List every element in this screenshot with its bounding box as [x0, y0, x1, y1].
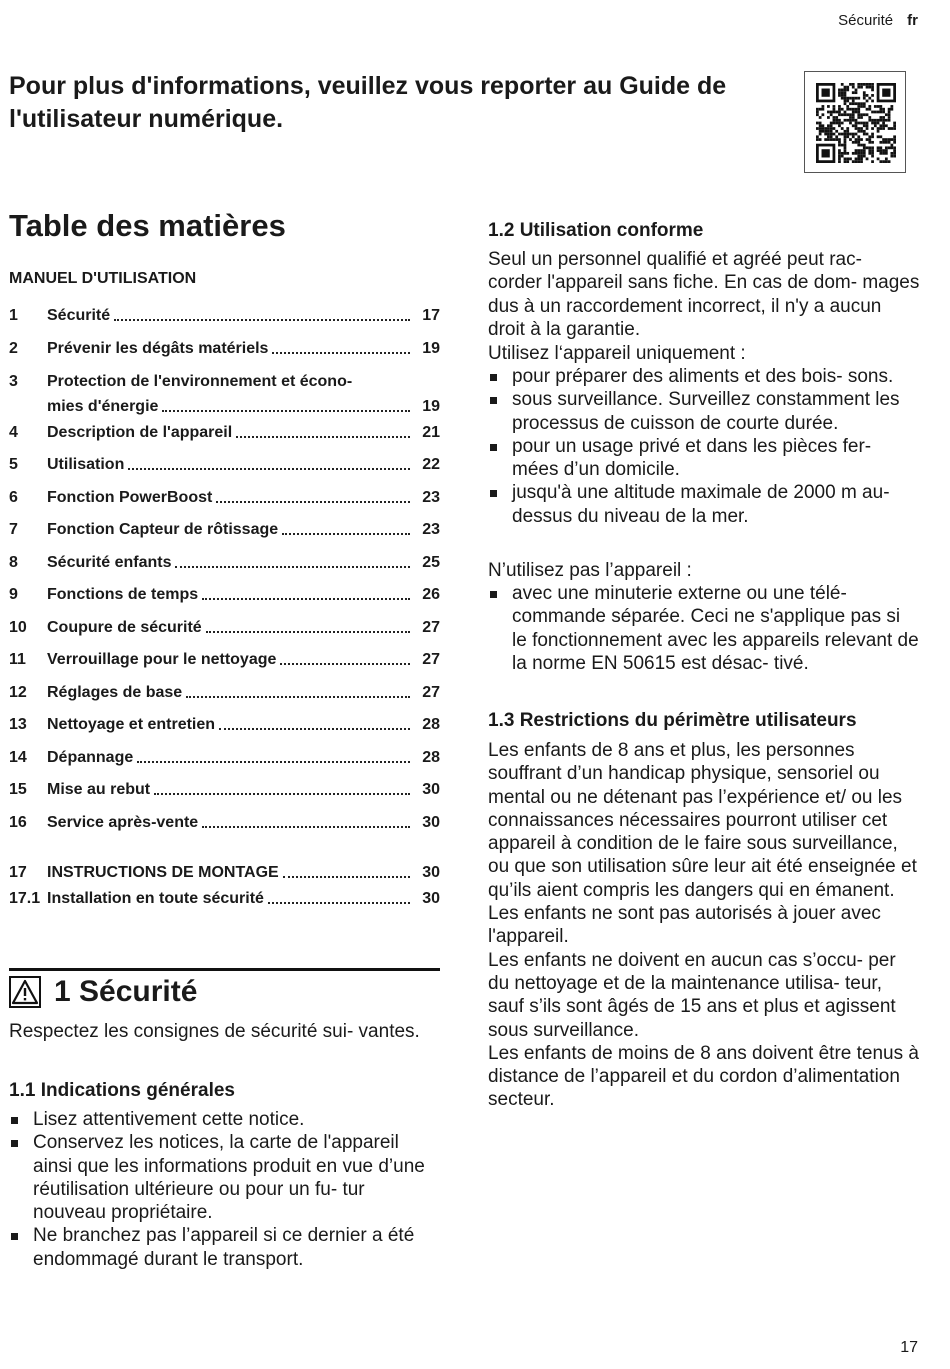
section-heading — [9, 972, 197, 1012]
toc-leader-dots — [272, 352, 410, 354]
subsection-1-3-heading: 1.3 Restrictions du périmètre utilisateurs — [488, 710, 857, 731]
toc-leader-dots — [283, 876, 410, 878]
toc-entry[interactable] — [9, 521, 440, 546]
toc-entry-number: 17.1 — [9, 890, 41, 907]
list-item-text: sous surveillance. Surveillez constamment les processus de cuisson de courte durée. — [512, 389, 900, 434]
toc-leader-dots — [202, 826, 410, 828]
list-item-text: Ne branchez pas l’appareil si ce dernier a été endommagé durant le transport. — [33, 1225, 415, 1270]
toc-entry[interactable] — [9, 619, 440, 644]
subsection-1-2-heading: 1.2 Utilisation conforme — [488, 220, 704, 241]
subsection-1-2-restriction-intro: N’utilisez pas l’appareil : — [488, 560, 692, 581]
list-item-text: jusqu'à une altitude maximale de 2000 m au-dessus du niveau de la mer. — [512, 482, 890, 527]
toc-entry[interactable] — [9, 864, 440, 889]
toc-entry-title: Fonction PowerBoost — [47, 489, 213, 506]
toc-entry-title: mies d'énergie — [47, 398, 159, 415]
toc-entry[interactable] — [9, 890, 440, 915]
toc-leader-dots — [114, 319, 410, 321]
header-section: Sécurité — [838, 12, 894, 29]
qr-code — [804, 71, 906, 173]
subsection-1-3-paragraph: Les enfants ne sont pas autorisés à jouer avec l'appareil. — [488, 903, 881, 948]
toc-leader-dots — [162, 410, 410, 412]
toc-entry-title: Service après-vente — [47, 814, 199, 831]
toc-leader-dots — [216, 501, 410, 503]
toc-entry[interactable] — [9, 814, 440, 839]
list-item — [488, 582, 920, 675]
toc-leader-dots — [128, 468, 410, 470]
subsection-1-2-usage-intro: Utilisez l‘appareil uniquement : — [488, 343, 746, 364]
toc-entry-title: Nettoyage et entretien — [47, 716, 216, 733]
list-item — [9, 1131, 439, 1224]
bullet-icon — [11, 1117, 18, 1124]
toc-leader-dots — [154, 793, 410, 795]
toc-entry-number: 9 — [9, 586, 18, 603]
toc-entry-number: 12 — [9, 684, 27, 701]
toc-entry-number: 17 — [9, 864, 27, 881]
toc-leader-dots — [219, 728, 410, 730]
toc-entry[interactable] — [9, 373, 440, 423]
list-item-text: Lisez attentivement cette notice. — [33, 1109, 305, 1130]
toc-entry[interactable] — [9, 684, 440, 709]
subsection-1-3-paragraph: Les enfants de 8 ans et plus, les personnes souffrant d’un handicap physique, sensoriel ou mental ou ne détenant pas l’expérience et/ ou les connaissances nécessaires pourront utiliser cet appareil à condition de le faire sous surveillance, ou que son utilisation sûre leur ait été enseignée et qu’ils aient compris les dangers qui en émanent. — [488, 740, 917, 901]
toc-leader-dots — [280, 663, 410, 665]
toc-leader-dots — [206, 631, 410, 633]
toc-entry-title: Protection de l'environnement et écono- — [47, 373, 353, 390]
toc-entry-page: 23 — [422, 521, 440, 538]
toc-leader-dots — [186, 696, 410, 698]
toc-leader-dots — [268, 902, 410, 904]
bullet-icon — [490, 591, 497, 598]
warning-icon — [9, 976, 41, 1008]
toc-entry-page: 27 — [422, 684, 440, 701]
bullet-icon — [11, 1140, 18, 1147]
toc-entry-title: Coupure de sécurité — [47, 619, 202, 636]
toc-leader-dots — [202, 598, 410, 600]
header-language: fr — [907, 12, 918, 29]
toc-entry-page: 30 — [422, 781, 440, 798]
bullet-icon — [490, 490, 497, 497]
toc-entry-number: 8 — [9, 554, 18, 571]
subsection-1-2-paragraph: Seul un personnel qualifié et agréé peut rac- corder l'appareil sans fiche. En cas de dom- mages dus à un raccordement incorrect, il n'y a aucun droit à la garantie. — [488, 249, 920, 340]
toc-entry[interactable] — [9, 554, 440, 579]
toc-entry[interactable] — [9, 489, 440, 514]
qr-code-icon — [816, 83, 896, 163]
toc-entry-page: 27 — [422, 651, 440, 668]
toc-entry-title: Réglages de base — [47, 684, 183, 701]
toc-entry-page: 17 — [422, 307, 440, 324]
toc-entry[interactable] — [9, 651, 440, 676]
list-item-text: pour un usage privé et dans les pièces fer- mées d’un domicile. — [512, 435, 872, 481]
toc-leader-dots — [137, 761, 410, 763]
toc-entry-page: 30 — [422, 864, 440, 881]
subsection-1-3-paragraph: Les enfants de moins de 8 ans doivent être tenus à distance de l’appareil et du cordon d’alimentation secteur. — [488, 1042, 919, 1111]
toc-entry-title: Sécurité — [47, 307, 111, 324]
toc-entry-number: 13 — [9, 716, 27, 733]
toc-entry[interactable] — [9, 781, 440, 806]
toc-entry-page: 23 — [422, 489, 440, 506]
toc-entry[interactable] — [9, 340, 440, 365]
list-item — [488, 388, 920, 435]
toc-entry-page: 21 — [422, 424, 440, 441]
section-rule — [9, 968, 440, 971]
toc-entry-number: 4 — [9, 424, 18, 441]
list-item-text: Conservez les notices, la carte de l'appareil ainsi que les informations produit en vue d’une réutilisation ultérieure ou pour un fu- tur nouveau propriétaire. — [33, 1132, 425, 1224]
toc-entry[interactable] — [9, 424, 440, 449]
toc-entry[interactable] — [9, 716, 440, 741]
subsection-1-2-usage-list — [488, 365, 920, 528]
toc-entry-page: 22 — [422, 456, 440, 473]
toc-leader-dots — [236, 436, 410, 438]
toc-entry[interactable] — [9, 749, 440, 774]
toc-entry-page: 19 — [422, 340, 440, 357]
section-title: 1 Sécurité — [54, 975, 198, 1008]
list-item — [488, 365, 920, 388]
toc-manual-label: MANUEL D'UTILISATION — [9, 270, 197, 287]
running-header — [838, 12, 918, 29]
toc-entry-title: Verrouillage pour le nettoyage — [47, 651, 277, 668]
toc-entry-page: 26 — [422, 586, 440, 603]
toc-entry-title: Prévenir les dégâts matériels — [47, 340, 269, 357]
toc-leader-dots — [282, 533, 410, 535]
toc-entry-page: 28 — [422, 716, 440, 733]
subsection-1-3-paragraph: Les enfants ne doivent en aucun cas s’occu- per du nettoyage et de la maintenance utilisa- teur, sauf s’ils sont âgés de 15 ans et plus et agissent sous surveillance. — [488, 949, 896, 1041]
toc-entry-title: Mise au rebut — [47, 781, 151, 798]
toc-entry-number: 6 — [9, 489, 18, 506]
list-item-text: avec une minuterie externe ou une télé- commande séparée. Ceci ne s'applique pas si le fonctionnement avec les appareils relevant de la norme EN 50615 est désac- tivé. — [512, 583, 919, 674]
bullet-icon — [490, 397, 497, 404]
subsection-1-2-restriction-list — [488, 582, 920, 675]
toc-entry-title: Dépannage — [47, 749, 134, 766]
toc-entry[interactable] — [9, 307, 440, 332]
toc-title: Table des matières — [9, 208, 286, 243]
toc-entry-number: 7 — [9, 521, 18, 538]
list-item-text: pour préparer des aliments et des bois- sons. — [512, 366, 894, 387]
bullet-icon — [490, 444, 497, 451]
section-intro: Respectez les consignes de sécurité sui- vantes. — [9, 1021, 420, 1042]
toc-leader-dots — [175, 566, 410, 568]
toc-entry-page: 30 — [422, 814, 440, 831]
bullet-icon — [11, 1233, 18, 1240]
toc-entry-page: 27 — [422, 619, 440, 636]
toc-entry-page: 19 — [422, 398, 440, 415]
guide-title: Pour plus d'informations, veuillez vous reporter au Guide de l'utilisateur numérique. — [9, 72, 727, 133]
toc-entry-page: 28 — [422, 749, 440, 766]
page-number: 17 — [900, 1339, 918, 1356]
list-item — [488, 481, 920, 528]
toc-entry-title: Utilisation — [47, 456, 125, 473]
toc-entry-number: 14 — [9, 749, 27, 766]
list-item — [488, 435, 920, 482]
toc-entry-number: 11 — [9, 651, 26, 668]
toc-entry-title: Fonction Capteur de rôtissage — [47, 521, 279, 538]
toc-entry-number: 16 — [9, 814, 27, 831]
list-item — [9, 1224, 439, 1271]
toc-entry-number: 15 — [9, 781, 27, 798]
subsection-1-1-list — [9, 1108, 439, 1271]
toc-entry-title: INSTRUCTIONS DE MONTAGE — [47, 864, 279, 881]
toc-entry-number: 2 — [9, 340, 18, 357]
subsection-1-1-heading: 1.1 Indications générales — [9, 1080, 235, 1101]
toc-entry-number: 1 — [9, 307, 18, 324]
toc-entry-page: 30 — [422, 890, 440, 907]
list-item — [9, 1108, 439, 1131]
bullet-icon — [490, 374, 497, 381]
toc-entry-title: Sécurité enfants — [47, 554, 172, 571]
toc-entry[interactable] — [9, 586, 440, 611]
toc-entry-number: 5 — [9, 456, 18, 473]
toc-entry-number: 10 — [9, 619, 27, 636]
toc-entry-title: Installation en toute sécurité — [47, 890, 264, 907]
toc-entry-title: Description de l'appareil — [47, 424, 233, 441]
toc-entry[interactable] — [9, 456, 440, 481]
toc-entry-page: 25 — [422, 554, 440, 571]
toc-entry-number: 3 — [9, 373, 18, 390]
toc-entry-title: Fonctions de temps — [47, 586, 199, 603]
subsection-1-3-body — [488, 739, 920, 1112]
